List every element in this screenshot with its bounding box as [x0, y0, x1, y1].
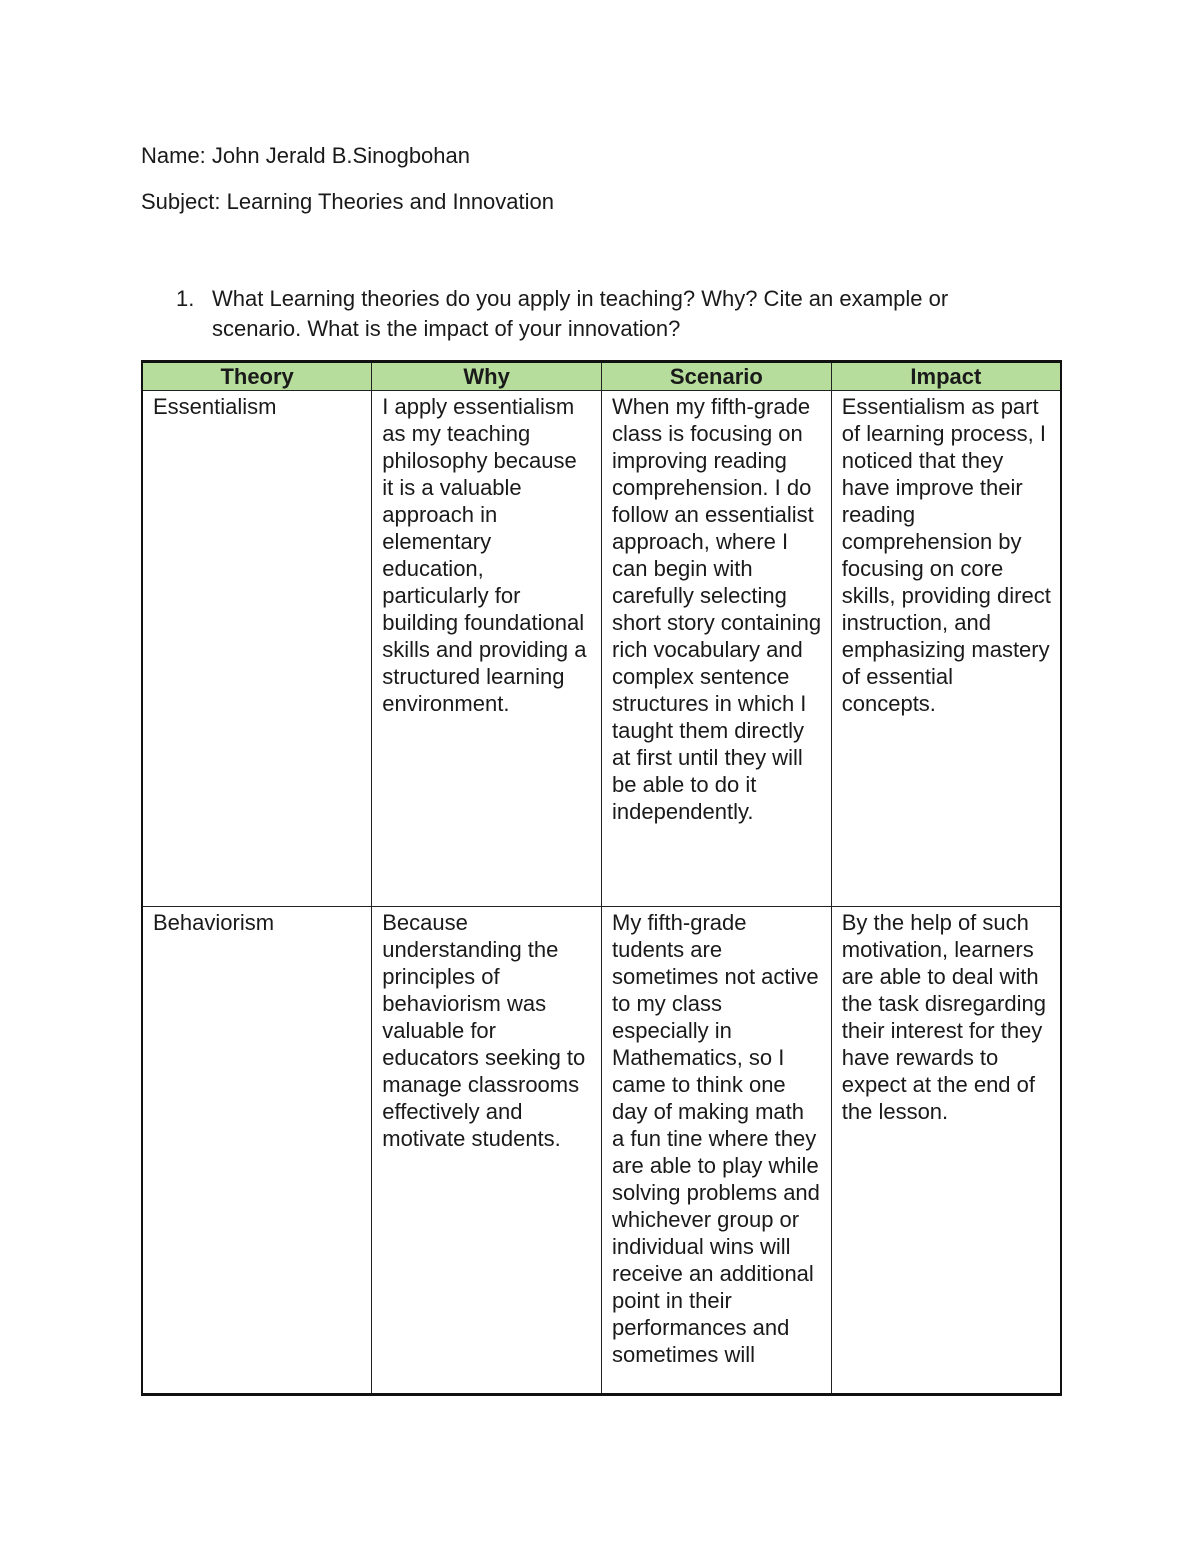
table-header-row: [142, 362, 1061, 391]
question-text: What Learning theories do you apply in teaching? Why? Cite an example or scenario. What is the impact of your innovation?: [212, 286, 949, 341]
cell-impact: Essentialism as part of learning process, I noticed that they have improve their reading comprehension by focusing on core skills, providing direct instruction, and emphasizing mastery of essential concepts.: [831, 391, 1061, 907]
cell-theory: Essentialism: [142, 391, 372, 907]
column-header-why: Why: [372, 362, 602, 391]
question-number: 1.: [176, 286, 195, 311]
cell-impact: By the help of such motivation, learners are able to deal with the task disregarding their interest for they have rewards to expect at the end of the lesson.: [831, 907, 1061, 1395]
table-row: [142, 391, 1061, 907]
column-header-scenario: Scenario: [602, 362, 832, 391]
cell-why: I apply essentialism as my teaching philosophy because it is a valuable approach in elementary education, particularly for building foundational skills and providing a structured learning environment.: [372, 391, 602, 907]
cell-scenario: My fifth-grade tudents are sometimes not active to my class especially in Mathematics, so I came to think one day of making math a fun tine where they are able to play while solving problems and whichever group or individual wins will receive an additional point in their performances and sometimes will: [602, 907, 832, 1395]
cell-theory: Behaviorism: [142, 907, 372, 1395]
cell-scenario: When my fifth-grade class is focusing on improving reading comprehension. I do follow an essentialist approach, where I can begin with carefully selecting short story containing rich vocabulary and complex sentence structures in which I taught them directly at first until they will be able to do it independently.: [602, 391, 832, 907]
learning-theories-table: [141, 360, 1062, 1396]
column-header-impact: Impact: [831, 362, 1061, 391]
cell-why: Because understanding the principles of behaviorism was valuable for educators seeking to manage classrooms effectively and motivate students.: [372, 907, 602, 1395]
column-header-theory: Theory: [142, 362, 372, 391]
student-name: Name: John Jerald B.Sinogbohan: [141, 143, 470, 168]
table-row: [142, 907, 1061, 1395]
subject-line: Subject: Learning Theories and Innovation: [141, 189, 554, 214]
